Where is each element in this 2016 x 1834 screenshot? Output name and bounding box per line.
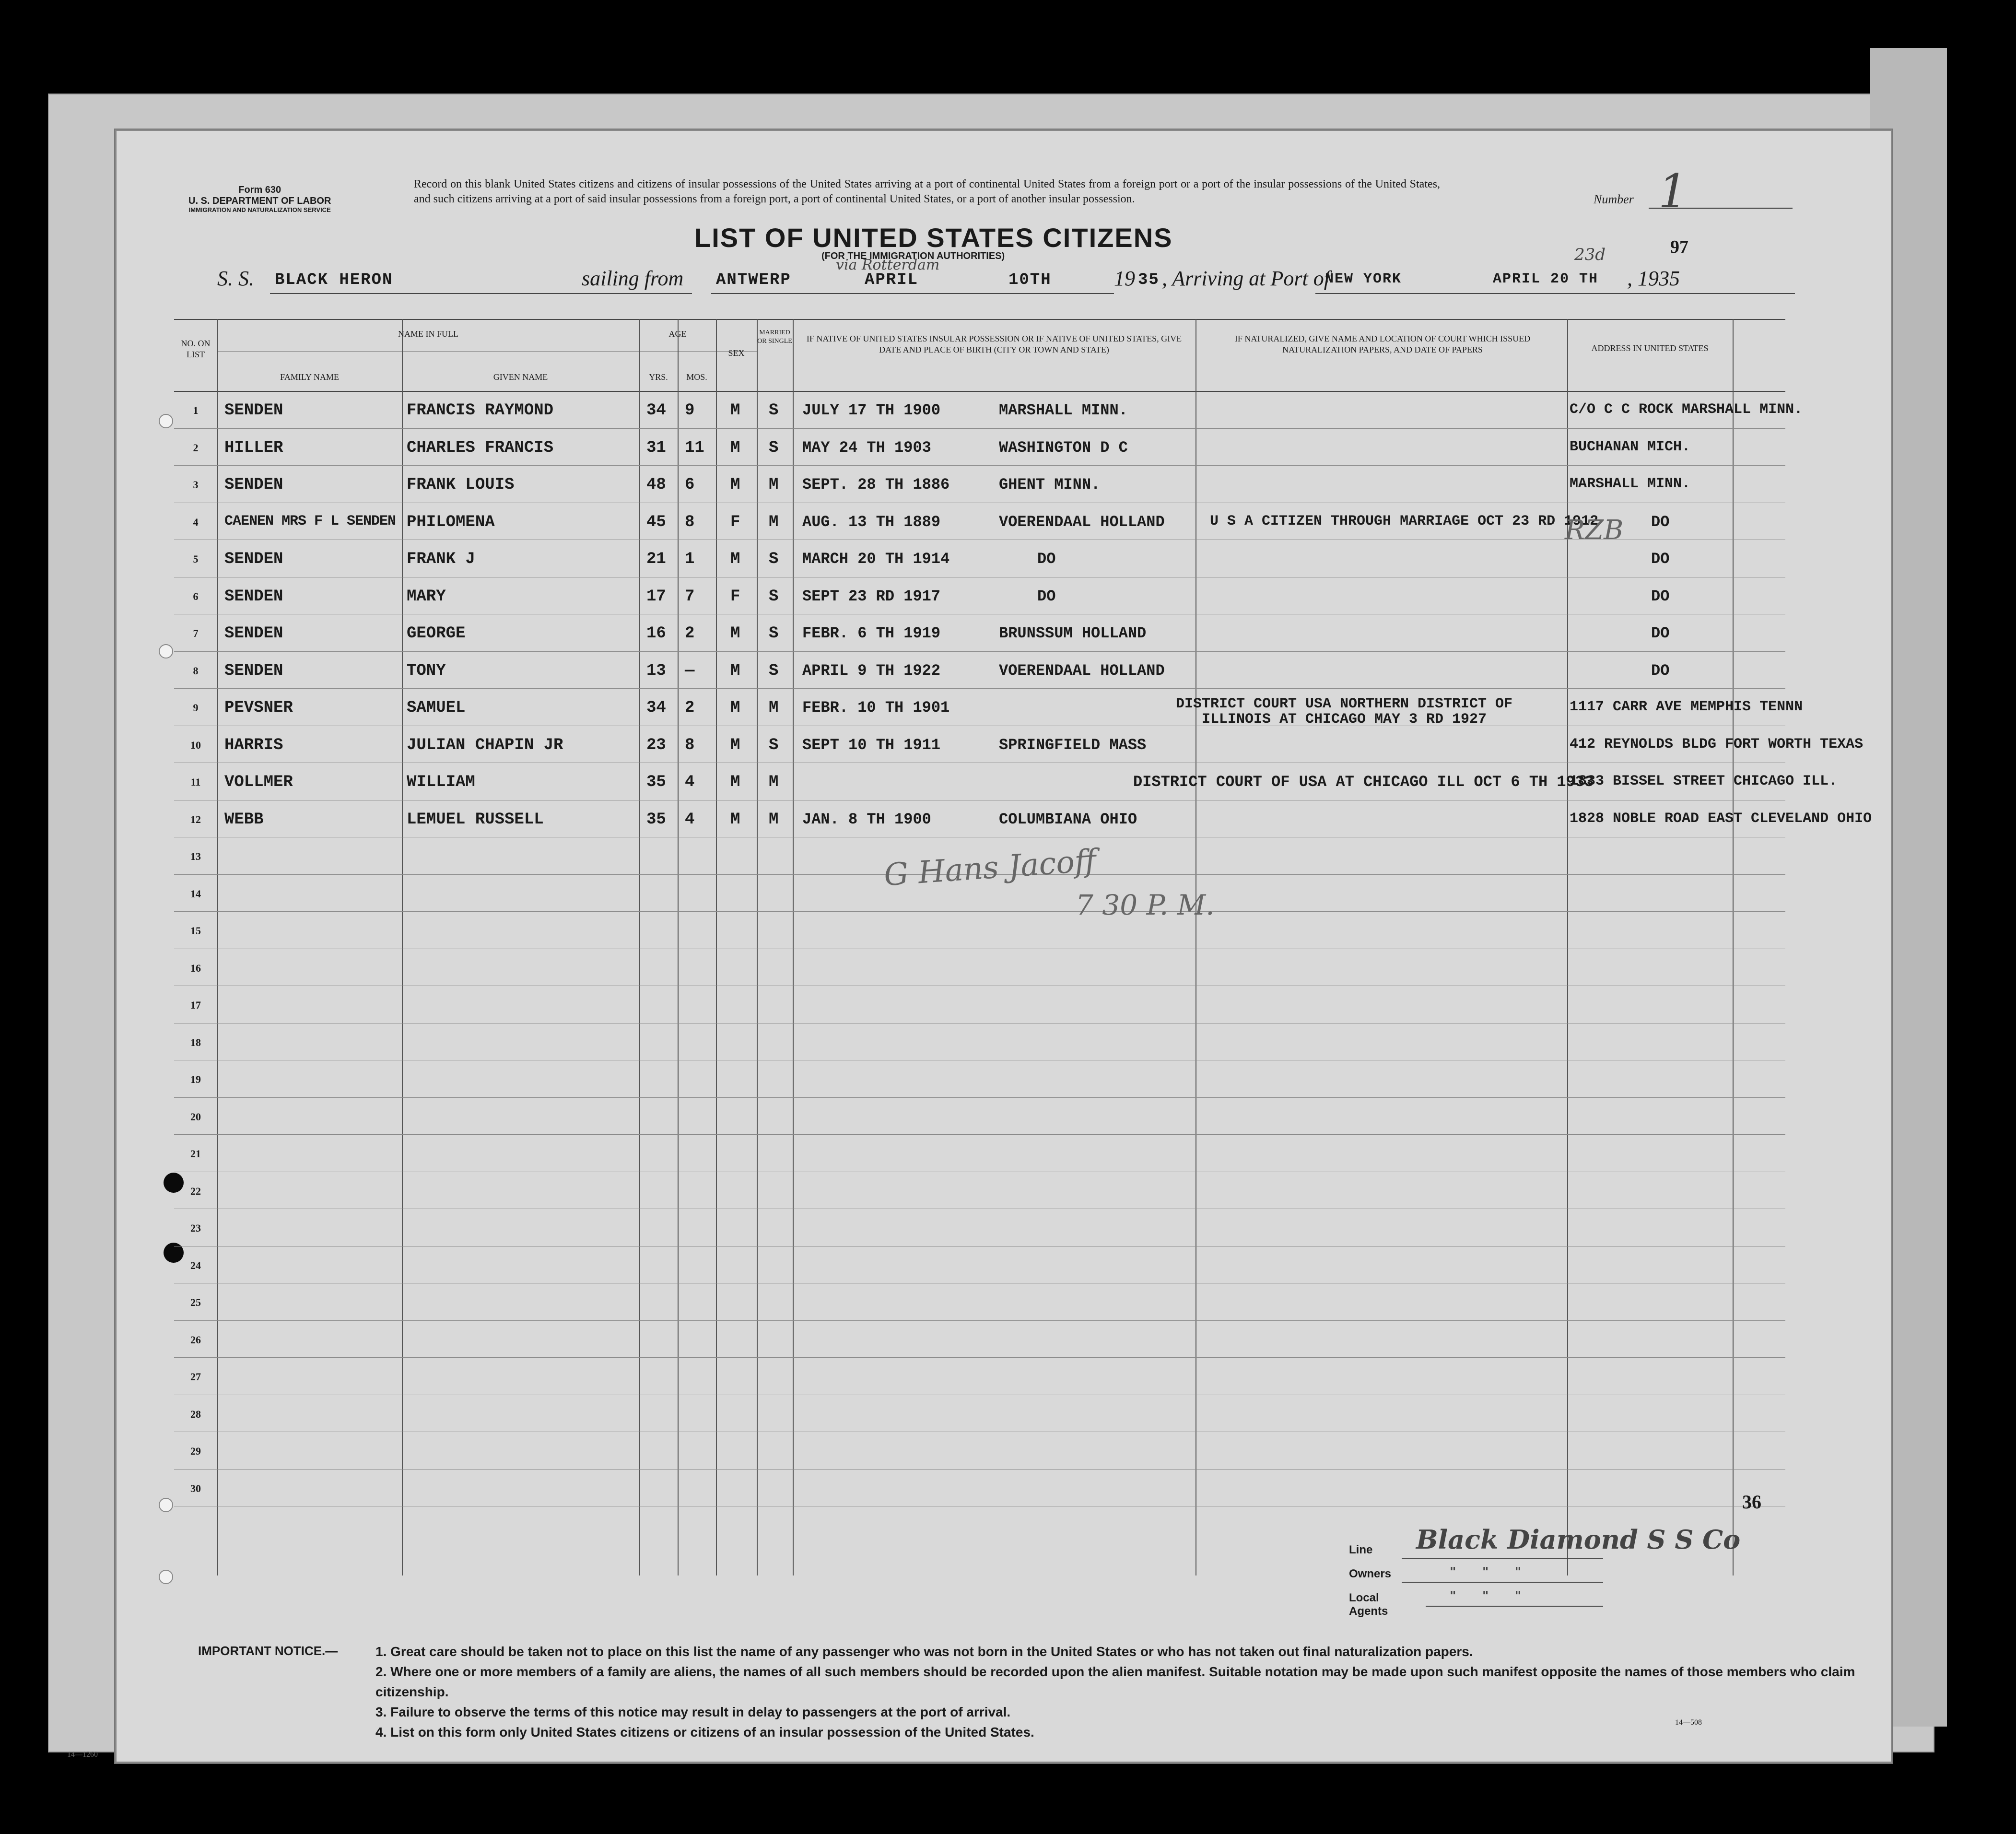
agents-value: " " " [1450,1589,1522,1603]
binder-hole [159,414,173,428]
cell-sex: F [730,513,740,531]
cell-yrs: 31 [646,438,666,457]
row-number: 2 [193,441,199,454]
cell-mos: 8 [685,736,695,754]
cell-address: 412 REYNOLDS BLDG FORT WORTH TEXAS [1570,736,1864,752]
cell-yrs: 45 [646,513,666,531]
form-code: 14—508 [1675,1718,1702,1727]
row-number: 28 [190,1408,201,1420]
row-number: 16 [190,962,201,974]
cell-birth-date: AUG. 13 TH 1889 [802,513,941,531]
passenger-count: 36 [1742,1491,1761,1513]
cell-yrs: 16 [646,624,666,643]
row-number: 21 [190,1148,201,1160]
cell-birth-date: APRIL 9 TH 1922 [802,661,941,680]
agents-label: Local Agents [1349,1591,1388,1618]
manifest-sheet [115,129,1892,1763]
arrival-time-note: 7 30 P. M. [1076,889,1215,921]
ship-name: BLACK HERON [275,271,393,289]
row-number: 10 [190,739,201,751]
inspector-signature: G Hans Jacoff [882,843,1098,893]
notice-item: 3. Failure to observe the terms of this notice may result in delay to passengers at the port of arrival. [375,1705,1011,1719]
binder-hole [159,644,173,658]
cell-birth-place: MARSHALL MINN. [999,401,1128,419]
cell-address: DO [1651,513,1670,531]
row-number: 26 [190,1333,201,1346]
number-value: 1 [1658,165,1688,218]
arriving-label: , Arriving at Port of [1162,267,1330,290]
row-number: 24 [190,1259,201,1271]
cell-address: C/O C C ROCK MARSHALL MINN. [1570,401,1803,418]
cell-ms: M [769,810,779,829]
cell-birth-date: SEPT. 28 TH 1886 [802,476,950,494]
cell-mos: 2 [685,699,695,717]
number-underline [1649,208,1793,209]
row-number: 13 [190,850,201,862]
row-rule [174,1357,1785,1358]
notice-item: 1. Great care should be taken not to place on this list the name of any passenger who was not born in the United States or who has not taken out final naturalization papers. [375,1644,1473,1659]
cell-family: SENDEN [224,550,283,568]
notice-title: IMPORTANT NOTICE.— [198,1644,338,1658]
cell-sex: M [730,661,740,680]
row-number: 9 [193,702,199,714]
cell-ms: S [769,736,779,754]
row-number: 11 [190,776,201,788]
cell-mos: 4 [685,773,695,791]
cell-sex: M [730,810,740,829]
cell-given: TONY [407,661,446,680]
cell-mos: 6 [685,476,695,494]
row-number: 1 [193,404,199,416]
row-rule [174,428,1785,429]
row-number: 3 [193,479,199,491]
cell-birth-place: VOERENDAAL HOLLAND [999,513,1165,531]
cell-address: 1833 BISSEL STREET CHICAGO ILL. [1570,773,1838,789]
col-mos: MOS. [686,372,707,382]
cell-family: WEBB [224,810,264,829]
cell-mos: — [685,661,695,680]
cell-address: 1828 NOBLE ROAD EAST CLEVELAND OHIO [1570,810,1872,827]
col-address: ADDRESS IN UNITED STATES [1591,343,1709,353]
cell-ms: S [769,661,779,680]
cell-yrs: 13 [646,661,666,680]
col-family-name: FAMILY NAME [280,372,339,382]
col-age: AGE [668,329,687,339]
departure-port: ANTWERP [716,271,791,289]
cell-address: DO [1651,587,1670,605]
cell-mos: 7 [685,587,695,606]
cell-birth-place: VOERENDAAL HOLLAND [999,661,1165,680]
row-rule [174,1469,1785,1470]
notice-list [375,1642,1862,1742]
arrival-underline [1315,293,1795,294]
owners-value: " " " [1450,1565,1522,1579]
cell-address: DO [1651,624,1670,642]
cell-yrs: 48 [646,476,666,494]
row-number: 27 [190,1371,201,1383]
cell-family: HILLER [224,438,283,457]
cell-address: MARSHALL MINN. [1570,476,1691,492]
arrival-date: APRIL 20 TH [1493,271,1599,287]
cell-sex: M [730,736,740,754]
col-birth: IF NATIVE OF UNITED STATES INSULAR POSSESSION OR IF NATIVE OF UNITED STATES, GIVE DATE AND PLACE OF BIRTH (CITY OR TOWN AND STATE) [806,334,1182,354]
ss-label: S. S. [217,267,254,290]
form-identifier: Form 630 U. S. DEPARTMENT OF LABOR IMMIGRATION AND NATURALIZATION SERVICE [188,185,331,213]
row-number: 14 [190,887,201,900]
page-number: 97 [1670,237,1688,257]
row-number: 12 [190,813,201,825]
cell-ms: S [769,624,779,643]
cell-family: VOLLMER [224,773,293,791]
cell-mos: 4 [685,810,695,829]
row-number: 20 [190,1110,201,1123]
cell-birth-place: DO [1037,550,1056,568]
cell-sex: M [730,401,740,420]
cell-family: PEVSNER [224,699,293,717]
arrival-year: , 1935 [1627,267,1680,290]
cell-sex: M [730,476,740,494]
cell-ms: S [769,438,779,457]
cell-address: BUCHANAN MICH. [1570,438,1691,455]
col-no: NO. ON LIST [181,339,211,359]
form-code-lower: 14—1260 [67,1751,98,1759]
cell-naturalized: DISTRICT COURT USA NORTHERN DISTRICT OF ILLINOIS AT CHICAGO MAY 3 RD 1927 [1175,696,1513,728]
cell-family: HARRIS [224,736,283,754]
col-married-single: MARRIED OR SINGLE [757,329,792,345]
row-number: 8 [193,664,199,677]
cell-given: MARY [407,587,446,606]
cell-mos: 11 [685,438,704,457]
cell-sex: M [730,438,740,457]
number-label: Number [1594,192,1634,206]
cell-ms: M [769,699,779,717]
cell-family: SENDEN [224,624,283,643]
row-number: 4 [193,516,199,528]
line-value: Black Diamond S S Co [1416,1524,1741,1555]
cell-birth-date: JAN. 8 TH 1900 [802,810,931,828]
row-number: 29 [190,1445,201,1457]
cell-given: GEORGE [407,624,466,643]
cell-given: FRANK J [407,550,475,568]
cell-given: PHILOMENA [407,513,495,531]
cell-naturalized: U S A CITIZEN THROUGH MARRIAGE OCT 23 RD 1912 [1210,513,1599,529]
col-name-in-full: NAME IN FULL [398,329,458,339]
col-yrs: YRS. [649,372,668,382]
cell-family: SENDEN [224,401,283,420]
cell-ms: S [769,550,779,568]
cell-birth-place: WASHINGTON D C [999,438,1128,457]
departure-underline [711,293,1114,294]
departure-month: APRIL [865,271,919,289]
page-subtitle: (FOR THE IMMIGRATION AUTHORITIES) [821,251,1005,261]
cell-family: SENDEN [224,661,283,680]
row-number: 22 [190,1185,201,1197]
cell-ms: S [769,587,779,606]
cell-given: LEMUEL RUSSELL [407,810,544,829]
cell-yrs: 34 [646,699,666,717]
row-number: 7 [193,627,199,639]
binder-hole [159,1498,173,1512]
cell-yrs: 21 [646,550,666,568]
cell-yrs: 35 [646,773,666,791]
cell-family: SENDEN [224,587,283,606]
row-rule [174,1134,1785,1135]
notice-item: 4. List on this form only United States citizens or citizens of an insular possession of the United States. [375,1725,1034,1740]
form-instructions: Record on this blank United States citizens and citizens of insular possessions of the United States arriving at a port of continental United States from a foreign port or a port of the insular possessions of the United States, and such citizens arriving at a port of said insular possessions from a foreign port, a port of continental United States, or a port of another insular possession. [414,178,1440,205]
cell-given: FRANK LOUIS [407,476,515,494]
cell-given: WILLIAM [407,773,475,791]
row-number: 18 [190,1036,201,1048]
row-rule [174,1097,1785,1098]
departure-day: 10TH [1008,271,1052,289]
cell-yrs: 35 [646,810,666,829]
row-number: 25 [190,1296,201,1308]
cell-yrs: 23 [646,736,666,754]
col-sex: SEX [728,348,745,358]
cell-yrs: 34 [646,401,666,420]
cell-ms: M [769,476,779,494]
cell-sex: M [730,624,740,643]
cell-given: SAMUEL [407,699,466,717]
row-rule [174,651,1785,652]
row-rule [174,1320,1785,1321]
cell-birth-date: FEBR. 6 TH 1919 [802,624,941,642]
cell-birth-place: COLUMBIANA OHIO [999,810,1137,828]
row-number: 23 [190,1222,201,1234]
cell-yrs: 17 [646,587,666,606]
cell-birth-place: DO [1037,587,1056,605]
cell-birth-date: MAY 24 TH 1903 [802,438,931,457]
cell-birth-date: MARCH 20 TH 1914 [802,550,950,568]
cell-family: CAENEN MRS F L SENDEN [224,513,396,529]
row-number: 5 [193,553,199,565]
handwritten-note-rzb: RZB [1565,515,1624,546]
departure-port-note: via Rotterdam [836,257,940,273]
cell-sex: M [730,550,740,568]
cell-birth-date: SEPT 23 RD 1917 [802,587,941,605]
notice-item: 2. Where one or more members of a family are aliens, the names of all such members should be recorded upon the alien manifest. Suitable notation may be made upon such manifest opposite the names of those members who claim citizenship. [375,1664,1855,1699]
cell-family: SENDEN [224,476,283,494]
line-label: Line [1349,1543,1373,1556]
owners-label: Owners [1349,1567,1392,1580]
cell-address: DO [1651,661,1670,680]
cell-birth-date: SEPT 10 TH 1911 [802,736,941,754]
cell-birth-place: GHENT MINN. [999,476,1101,494]
row-number: 17 [190,999,201,1011]
cell-address: 1117 CARR AVE MEMPHIS TENNN [1570,699,1803,715]
departure-year: 35 [1138,271,1160,289]
cell-given: JULIAN CHAPIN JR [407,736,563,754]
row-rule [174,688,1785,689]
binder-hole [159,1570,173,1584]
cell-sex: F [730,587,740,606]
row-number: 6 [193,590,199,602]
cell-birth-place: BRUNSSUM HOLLAND [999,624,1147,642]
cell-mos: 2 [685,624,695,643]
cell-ms: M [769,773,779,791]
row-rule [174,465,1785,466]
col-naturalized: IF NATURALIZED, GIVE NAME AND LOCATION OF COURT WHICH ISSUED NATURALIZATION PAPERS, AND DATE OF PAPERS [1234,334,1531,354]
row-number: 19 [190,1073,201,1085]
cell-ms: S [769,401,779,420]
row-number: 15 [190,925,201,937]
passenger-table [174,319,1872,1575]
arrival-date-correction: 23d [1574,245,1606,264]
year-prefix: 19 [1114,267,1135,290]
row-rule [174,911,1785,912]
arrival-port: NEW YORK [1325,271,1402,287]
cell-sex: M [730,699,740,717]
cell-birth-place: SPRINGFIELD MASS [999,736,1147,754]
cell-address: DO [1651,550,1670,568]
cell-sex: M [730,773,740,791]
page-title: LIST OF UNITED STATES CITIZENS [694,223,1173,253]
cell-birth-date: FEBR. 10 TH 1901 [802,699,950,717]
sailing-label: sailing from [582,267,684,290]
cell-birth-date: JULY 17 TH 1900 [802,401,941,419]
cell-mos: 1 [685,550,695,568]
row-number: 30 [190,1482,201,1494]
ship-underline [270,293,692,294]
cell-naturalized: DISTRICT COURT OF USA AT CHICAGO ILL OCT 6 TH 1933 [1133,773,1594,791]
col-given-name: GIVEN NAME [493,372,548,382]
cell-given: CHARLES FRANCIS [407,438,554,457]
cell-mos: 8 [685,513,695,531]
cell-ms: M [769,513,779,531]
cell-mos: 9 [685,401,695,420]
cell-given: FRANCIS RAYMOND [407,401,554,420]
